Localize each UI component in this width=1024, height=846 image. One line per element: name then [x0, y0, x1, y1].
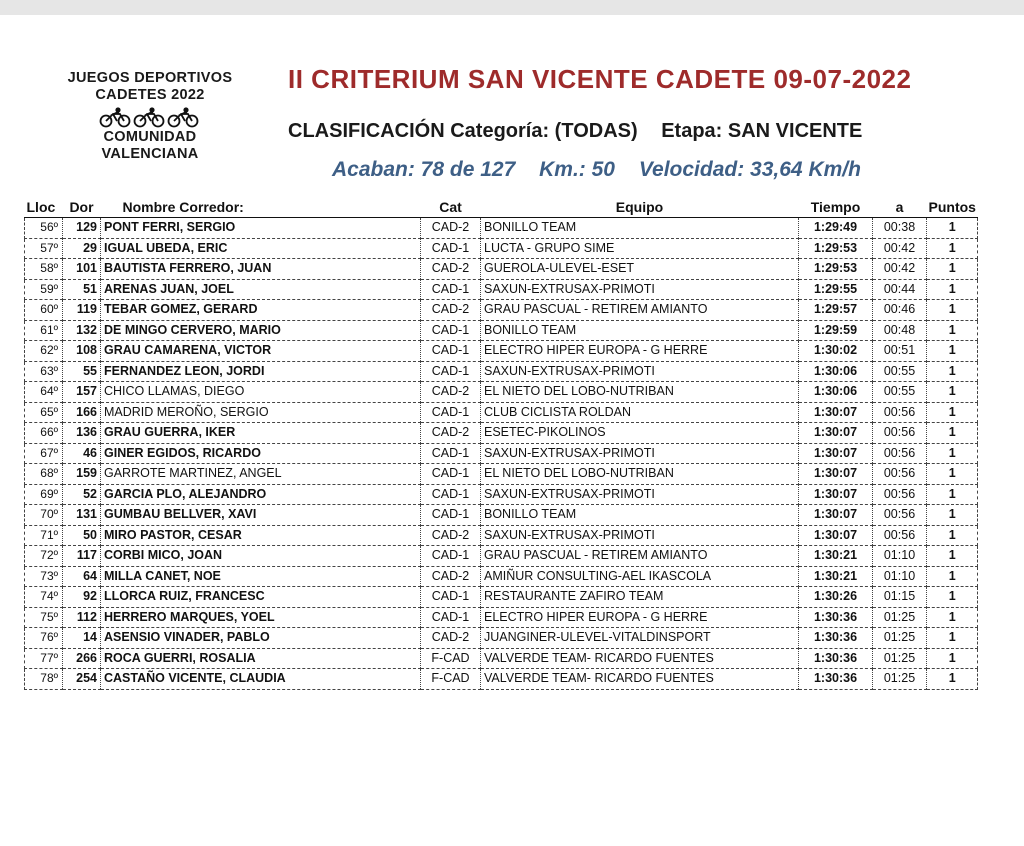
team-cell: BONILLO TEAM — [481, 218, 799, 239]
classification-stage: Etapa: SAN VICENTE — [661, 120, 863, 142]
team-cell: SAXUN-EXTRUSAX-PRIMOTI — [481, 361, 799, 382]
points-cell: 1 — [927, 669, 978, 690]
rider-name-cell: BAUTISTA FERRERO, JUAN — [101, 259, 421, 280]
table-row — [25, 669, 978, 690]
time-cell: 1:30:07 — [799, 423, 873, 444]
bib-cell: 159 — [63, 464, 101, 485]
classification-line — [288, 120, 880, 143]
time-cell: 1:30:06 — [799, 361, 873, 382]
category-cell: CAD-2 — [421, 525, 481, 546]
gap-cell: 00:44 — [873, 279, 927, 300]
points-cell: 1 — [927, 546, 978, 567]
gap-cell: 01:25 — [873, 607, 927, 628]
team-cell: SAXUN-EXTRUSAX-PRIMOTI — [481, 279, 799, 300]
time-cell: 1:29:59 — [799, 320, 873, 341]
team-cell: SAXUN-EXTRUSAX-PRIMOTI — [481, 484, 799, 505]
table-row — [25, 320, 978, 341]
category-cell: CAD-1 — [421, 320, 481, 341]
logo-line-4: VALENCIANA — [101, 146, 199, 162]
team-cell: BONILLO TEAM — [481, 320, 799, 341]
column-header-lloc: Lloc — [25, 197, 63, 218]
rank-cell: 64º — [25, 382, 63, 403]
gap-cell: 00:48 — [873, 320, 927, 341]
points-cell: 1 — [927, 525, 978, 546]
table-row — [25, 423, 978, 444]
table-row — [25, 361, 978, 382]
gap-cell: 00:55 — [873, 361, 927, 382]
top-bar — [0, 0, 1024, 15]
table-row — [25, 587, 978, 608]
team-cell: GRAU PASCUAL - RETIREM AMIANTO — [481, 546, 799, 567]
logo-line-1: JUEGOS DEPORTIVOS — [67, 70, 233, 86]
table-row — [25, 218, 978, 239]
table-row — [25, 300, 978, 321]
table-row — [25, 279, 978, 300]
rank-cell: 74º — [25, 587, 63, 608]
rank-cell: 70º — [25, 505, 63, 526]
category-cell: CAD-1 — [421, 484, 481, 505]
table-row — [25, 505, 978, 526]
category-cell: CAD-2 — [421, 300, 481, 321]
points-cell: 1 — [927, 648, 978, 669]
rider-name-cell: DE MINGO CERVERO, MARIO — [101, 320, 421, 341]
gap-cell: 00:56 — [873, 464, 927, 485]
rank-cell: 57º — [25, 238, 63, 259]
rider-name-cell: GRAU CAMARENA, VICTOR — [101, 341, 421, 362]
bib-cell: 52 — [63, 484, 101, 505]
bib-cell: 131 — [63, 505, 101, 526]
time-cell: 1:30:21 — [799, 546, 873, 567]
rank-cell: 77º — [25, 648, 63, 669]
table-row — [25, 464, 978, 485]
category-cell: CAD-2 — [421, 218, 481, 239]
gap-cell: 00:51 — [873, 341, 927, 362]
rider-name-cell: GRAU GUERRA, IKER — [101, 423, 421, 444]
time-cell: 1:30:07 — [799, 443, 873, 464]
bib-cell: 46 — [63, 443, 101, 464]
rider-name-cell: ASENSIO VINADER, PABLO — [101, 628, 421, 649]
category-cell: CAD-1 — [421, 361, 481, 382]
rider-name-cell: GARCIA PLO, ALEJANDRO — [101, 484, 421, 505]
gap-cell: 00:56 — [873, 505, 927, 526]
bib-cell: 55 — [63, 361, 101, 382]
category-cell: CAD-2 — [421, 566, 481, 587]
category-cell: CAD-1 — [421, 238, 481, 259]
team-cell: ELECTRO HIPER EUROPA - G HERRE — [481, 607, 799, 628]
bib-cell: 112 — [63, 607, 101, 628]
rider-name-cell: ROCA GUERRI, ROSALIA — [101, 648, 421, 669]
time-cell: 1:29:49 — [799, 218, 873, 239]
points-cell: 1 — [927, 607, 978, 628]
points-cell: 1 — [927, 361, 978, 382]
category-cell: CAD-1 — [421, 443, 481, 464]
time-cell: 1:30:06 — [799, 382, 873, 403]
team-cell: GRAU PASCUAL - RETIREM AMIANTO — [481, 300, 799, 321]
results-body — [25, 218, 978, 690]
rider-name-cell: MILLA CANET, NOE — [101, 566, 421, 587]
category-cell: CAD-2 — [421, 628, 481, 649]
team-cell: AMIÑUR CONSULTING-AEL IKASCOLA — [481, 566, 799, 587]
rank-cell: 59º — [25, 279, 63, 300]
bib-cell: 29 — [63, 238, 101, 259]
rank-cell: 66º — [25, 423, 63, 444]
points-cell: 1 — [927, 382, 978, 403]
time-cell: 1:29:57 — [799, 300, 873, 321]
bib-cell: 101 — [63, 259, 101, 280]
time-cell: 1:29:55 — [799, 279, 873, 300]
gap-cell: 00:56 — [873, 402, 927, 423]
column-header-name: Nombre Corredor: — [101, 197, 421, 218]
table-row — [25, 546, 978, 567]
table-row — [25, 628, 978, 649]
time-cell: 1:30:07 — [799, 464, 873, 485]
bib-cell: 129 — [63, 218, 101, 239]
gap-cell: 01:10 — [873, 546, 927, 567]
rank-cell: 68º — [25, 464, 63, 485]
bib-cell: 51 — [63, 279, 101, 300]
distance-km: Km.: 50 — [539, 158, 615, 181]
time-cell: 1:30:07 — [799, 505, 873, 526]
rank-cell: 72º — [25, 546, 63, 567]
gap-cell: 01:15 — [873, 587, 927, 608]
points-cell: 1 — [927, 238, 978, 259]
gap-cell: 00:42 — [873, 238, 927, 259]
gap-cell: 01:25 — [873, 628, 927, 649]
rider-name-cell: IGUAL UBEDA, ERIC — [101, 238, 421, 259]
points-cell: 1 — [927, 320, 978, 341]
rank-cell: 56º — [25, 218, 63, 239]
points-cell: 1 — [927, 505, 978, 526]
time-cell: 1:29:53 — [799, 259, 873, 280]
gap-cell: 01:25 — [873, 669, 927, 690]
points-cell: 1 — [927, 464, 978, 485]
team-cell: SAXUN-EXTRUSAX-PRIMOTI — [481, 525, 799, 546]
category-cell: CAD-1 — [421, 464, 481, 485]
table-row — [25, 238, 978, 259]
logo-line-3: COMUNIDAD — [103, 129, 197, 145]
team-cell: JUANGINER-ULEVEL-VITALDINSPORT — [481, 628, 799, 649]
event-logo — [40, 70, 260, 163]
team-cell: SAXUN-EXTRUSAX-PRIMOTI — [481, 443, 799, 464]
category-cell: CAD-2 — [421, 423, 481, 444]
rank-cell: 67º — [25, 443, 63, 464]
team-cell: BONILLO TEAM — [481, 505, 799, 526]
time-cell: 1:30:21 — [799, 566, 873, 587]
table-row — [25, 443, 978, 464]
gap-cell: 00:56 — [873, 525, 927, 546]
time-cell: 1:30:02 — [799, 341, 873, 362]
time-cell: 1:29:53 — [799, 238, 873, 259]
bib-cell: 166 — [63, 402, 101, 423]
points-cell: 1 — [927, 402, 978, 423]
category-cell: CAD-1 — [421, 279, 481, 300]
gap-cell: 01:25 — [873, 648, 927, 669]
finishers-count: Acaban: 78 de 127 — [332, 158, 516, 181]
logo-line-2: CADETES 2022 — [95, 87, 205, 103]
bib-cell: 117 — [63, 546, 101, 567]
rider-name-cell: GINER EGIDOS, RICARDO — [101, 443, 421, 464]
table-row — [25, 484, 978, 505]
rank-cell: 73º — [25, 566, 63, 587]
points-cell: 1 — [927, 587, 978, 608]
bib-cell: 157 — [63, 382, 101, 403]
team-cell: CLUB CICLISTA ROLDAN — [481, 402, 799, 423]
rank-cell: 69º — [25, 484, 63, 505]
points-cell: 1 — [927, 628, 978, 649]
rider-name-cell: CHICO LLAMAS, DIEGO — [101, 382, 421, 403]
rank-cell: 58º — [25, 259, 63, 280]
bib-cell: 132 — [63, 320, 101, 341]
bib-cell: 92 — [63, 587, 101, 608]
category-cell: CAD-1 — [421, 402, 481, 423]
bib-cell: 50 — [63, 525, 101, 546]
table-row — [25, 525, 978, 546]
gap-cell: 00:46 — [873, 300, 927, 321]
team-cell: LUCTA - GRUPO SIME — [481, 238, 799, 259]
rider-name-cell: MIRO PASTOR, CESAR — [101, 525, 421, 546]
points-cell: 1 — [927, 566, 978, 587]
rank-cell: 63º — [25, 361, 63, 382]
table-row — [25, 607, 978, 628]
results-table — [24, 197, 978, 690]
rank-cell: 65º — [25, 402, 63, 423]
bib-cell: 108 — [63, 341, 101, 362]
rider-name-cell: FERNANDEZ LEON, JORDI — [101, 361, 421, 382]
team-cell: EL NIETO DEL LOBO-NUTRIBAN — [481, 382, 799, 403]
gap-cell: 00:56 — [873, 443, 927, 464]
average-speed: Velocidad: 33,64 Km/h — [638, 158, 861, 181]
category-cell: CAD-2 — [421, 259, 481, 280]
time-cell: 1:30:36 — [799, 628, 873, 649]
bib-cell: 266 — [63, 648, 101, 669]
points-cell: 1 — [927, 300, 978, 321]
category-cell: CAD-1 — [421, 587, 481, 608]
rider-name-cell: CASTAÑO VICENTE, CLAUDIA — [101, 669, 421, 690]
bib-cell: 254 — [63, 669, 101, 690]
gap-cell: 00:56 — [873, 423, 927, 444]
category-cell: CAD-2 — [421, 382, 481, 403]
category-cell: F-CAD — [421, 669, 481, 690]
team-cell: VALVERDE TEAM- RICARDO FUENTES — [481, 648, 799, 669]
gap-cell: 00:55 — [873, 382, 927, 403]
column-header-cat: Cat — [421, 197, 481, 218]
rider-name-cell: GARROTE MARTINEZ, ANGEL — [101, 464, 421, 485]
rider-name-cell: HERRERO MARQUES, YOEL — [101, 607, 421, 628]
column-header-time: Tiempo — [799, 197, 873, 218]
time-cell: 1:30:07 — [799, 402, 873, 423]
column-header-points: Puntos — [927, 197, 978, 218]
team-cell: RESTAURANTE ZAFIRO TEAM — [481, 587, 799, 608]
category-cell: CAD-1 — [421, 546, 481, 567]
bib-cell: 119 — [63, 300, 101, 321]
team-cell: EL NIETO DEL LOBO-NUTRIBAN — [481, 464, 799, 485]
table-row — [25, 648, 978, 669]
team-cell: ESETEC-PIKOLINOS — [481, 423, 799, 444]
column-header-dor: Dor — [63, 197, 101, 218]
rider-name-cell: TEBAR GOMEZ, GERARD — [101, 300, 421, 321]
points-cell: 1 — [927, 484, 978, 505]
points-cell: 1 — [927, 423, 978, 444]
race-stats — [332, 158, 879, 182]
column-header-team: Equipo — [481, 197, 799, 218]
table-row — [25, 259, 978, 280]
bib-cell: 64 — [63, 566, 101, 587]
points-cell: 1 — [927, 218, 978, 239]
team-cell: ELECTRO HIPER EUROPA - G HERRE — [481, 341, 799, 362]
gap-cell: 00:38 — [873, 218, 927, 239]
table-row — [25, 382, 978, 403]
classification-category: CLASIFICACIÓN Categoría: (TODAS) — [288, 120, 638, 142]
rank-cell: 62º — [25, 341, 63, 362]
rank-cell: 76º — [25, 628, 63, 649]
team-cell: GUEROLA-ULEVEL-ESET — [481, 259, 799, 280]
rank-cell: 71º — [25, 525, 63, 546]
rider-name-cell: PONT FERRI, SERGIO — [101, 218, 421, 239]
time-cell: 1:30:36 — [799, 607, 873, 628]
points-cell: 1 — [927, 341, 978, 362]
cyclists-icon — [40, 106, 260, 128]
rank-cell: 75º — [25, 607, 63, 628]
table-header-row — [25, 197, 978, 218]
gap-cell: 01:10 — [873, 566, 927, 587]
rider-name-cell: GUMBAU BELLVER, XAVI — [101, 505, 421, 526]
time-cell: 1:30:36 — [799, 648, 873, 669]
points-cell: 1 — [927, 279, 978, 300]
gap-cell: 00:42 — [873, 259, 927, 280]
race-title: II CRITERIUM SAN VICENTE CADETE 09-07-2022 — [288, 64, 912, 94]
time-cell: 1:30:07 — [799, 484, 873, 505]
category-cell: CAD-1 — [421, 341, 481, 362]
category-cell: CAD-1 — [421, 607, 481, 628]
rank-cell: 60º — [25, 300, 63, 321]
column-header-gap: a — [873, 197, 927, 218]
rider-name-cell: MADRID MEROÑO, SERGIO — [101, 402, 421, 423]
category-cell: CAD-1 — [421, 505, 481, 526]
table-row — [25, 341, 978, 362]
bib-cell: 14 — [63, 628, 101, 649]
team-cell: VALVERDE TEAM- RICARDO FUENTES — [481, 669, 799, 690]
time-cell: 1:30:26 — [799, 587, 873, 608]
rider-name-cell: ARENAS JUAN, JOEL — [101, 279, 421, 300]
rank-cell: 61º — [25, 320, 63, 341]
gap-cell: 00:56 — [873, 484, 927, 505]
table-row — [25, 402, 978, 423]
table-row — [25, 566, 978, 587]
rank-cell: 78º — [25, 669, 63, 690]
bib-cell: 136 — [63, 423, 101, 444]
points-cell: 1 — [927, 443, 978, 464]
rider-name-cell: LLORCA RUIZ, FRANCESC — [101, 587, 421, 608]
time-cell: 1:30:07 — [799, 525, 873, 546]
category-cell: F-CAD — [421, 648, 481, 669]
time-cell: 1:30:36 — [799, 669, 873, 690]
rider-name-cell: CORBI MICO, JOAN — [101, 546, 421, 567]
points-cell: 1 — [927, 259, 978, 280]
